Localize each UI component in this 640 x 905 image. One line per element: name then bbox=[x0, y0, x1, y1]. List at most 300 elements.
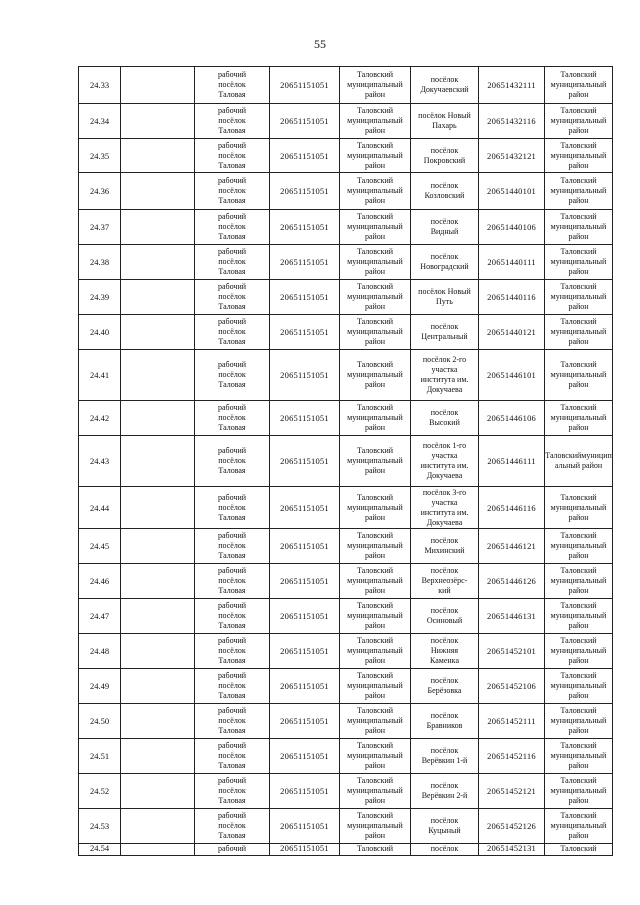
settlement-name-text: рабочий посёлок Таловая bbox=[218, 531, 246, 560]
locality-code-text: 20651432111 bbox=[487, 80, 536, 90]
municipal-district-text: Таловскиймуницип альный район bbox=[545, 451, 612, 470]
district-name-text: Таловский муниципальный район bbox=[347, 566, 403, 595]
settlement-name bbox=[195, 173, 270, 210]
locality-name-text: посёлок 1-го участка института им. Докучаева bbox=[420, 441, 469, 480]
empty-cell bbox=[121, 315, 195, 350]
locality-name bbox=[411, 599, 479, 634]
district-name-text: Таловский муниципальный район bbox=[347, 140, 403, 170]
settlement-name bbox=[195, 564, 270, 599]
locality-name bbox=[411, 564, 479, 599]
row-number-text: 24.45 bbox=[89, 541, 110, 551]
settlement-code bbox=[270, 401, 340, 436]
row-number bbox=[79, 634, 121, 669]
row-number-text: 24.42 bbox=[89, 413, 110, 423]
settlement-code-text: 20651151051 bbox=[280, 80, 329, 90]
row-number-text: 24.51 bbox=[89, 751, 110, 761]
locality-name bbox=[411, 704, 479, 739]
district-name-text: Таловский муниципальный район bbox=[347, 811, 403, 840]
settlement-code bbox=[270, 67, 340, 104]
table-row bbox=[79, 669, 613, 704]
settlement-name bbox=[195, 245, 270, 280]
table-row bbox=[79, 487, 613, 529]
row-number bbox=[79, 280, 121, 315]
district-name-text: Таловский муниципальный район bbox=[347, 403, 403, 432]
municipal-district-text: Таловский муниципальный район bbox=[550, 140, 607, 170]
settlement-name-text: рабочий посёлок Таловая bbox=[218, 741, 246, 770]
settlement-name bbox=[195, 634, 270, 669]
municipal-district bbox=[545, 669, 613, 704]
locality-code-text: 20651440106 bbox=[487, 222, 536, 232]
municipal-district bbox=[545, 173, 613, 210]
settlement-name bbox=[195, 436, 270, 487]
empty-cell bbox=[121, 564, 195, 599]
locality-name bbox=[411, 210, 479, 245]
locality-name-text: посёлок Центральный bbox=[421, 322, 468, 341]
district-name bbox=[340, 704, 411, 739]
settlement-name-text: рабочий посёлок Таловая bbox=[218, 140, 246, 170]
locality-name-text: посёлок Осиновый bbox=[426, 606, 463, 625]
district-name-text: Таловский муниципальный район bbox=[347, 492, 403, 522]
municipal-district-text: Таловский муниципальный район bbox=[550, 70, 607, 99]
settlement-name bbox=[195, 774, 270, 809]
locality-code-text: 20651440121 bbox=[487, 327, 536, 337]
settlement-name bbox=[195, 487, 270, 529]
locality-code bbox=[479, 139, 545, 173]
district-name bbox=[340, 844, 411, 856]
settlement-code bbox=[270, 529, 340, 564]
row-number bbox=[79, 245, 121, 280]
locality-code-text: 20651432121 bbox=[487, 150, 536, 161]
municipal-district bbox=[545, 704, 613, 739]
row-number-text: 24.50 bbox=[89, 716, 110, 726]
municipal-district bbox=[545, 139, 613, 173]
table-row bbox=[79, 350, 613, 401]
locality-name-text: посёлок Верёвкин 2-й bbox=[421, 781, 468, 800]
locality-code bbox=[479, 564, 545, 599]
municipal-district bbox=[545, 315, 613, 350]
locality-name-text: посёлок Верёвкин 1-й bbox=[421, 746, 468, 765]
row-number-text: 24.37 bbox=[89, 222, 110, 232]
district-name bbox=[340, 401, 411, 436]
settlement-code-text: 20651151051 bbox=[280, 821, 329, 831]
row-number bbox=[79, 436, 121, 487]
municipal-district bbox=[545, 564, 613, 599]
municipal-district-text: Таловский муниципальный район bbox=[550, 317, 607, 346]
settlement-code-text: 20651151051 bbox=[280, 370, 329, 380]
settlement-name bbox=[195, 669, 270, 704]
settlement-code-text: 20651151051 bbox=[280, 576, 329, 586]
settlement-code bbox=[270, 280, 340, 315]
locality-code-text: 20651446101 bbox=[487, 370, 536, 380]
district-name-text: Таловский муниципальный район bbox=[347, 706, 403, 735]
locality-name-text: посёлок 2-го участка института им. Докучаева bbox=[420, 355, 469, 394]
settlement-name-text: рабочий посёлок Таловая bbox=[218, 282, 246, 311]
settlement-name bbox=[195, 210, 270, 245]
district-name bbox=[340, 487, 411, 529]
district-name-text: Таловский муниципальный район bbox=[347, 776, 403, 805]
settlement-name-text: рабочий посёлок Таловая bbox=[218, 176, 246, 205]
locality-name-text: посёлок Верхнеозёрс- кий bbox=[421, 566, 468, 595]
locality-code bbox=[479, 809, 545, 844]
settlement-code bbox=[270, 245, 340, 280]
municipal-district bbox=[545, 436, 613, 487]
settlement-code bbox=[270, 634, 340, 669]
municipal-district-text: Таловский муниципальный район bbox=[550, 706, 607, 735]
municipal-district-text: Таловский муниципальный район bbox=[550, 741, 607, 770]
district-name bbox=[340, 564, 411, 599]
table-row bbox=[79, 634, 613, 669]
table-row bbox=[79, 774, 613, 809]
locality-name bbox=[411, 104, 479, 139]
row-number bbox=[79, 564, 121, 599]
empty-cell bbox=[121, 669, 195, 704]
locality-name-text: посёлок Михинский bbox=[424, 536, 465, 555]
district-name-text: Таловский муниципальный район bbox=[347, 212, 403, 241]
locality-name-text: посёлок Новый Путь bbox=[418, 287, 471, 306]
municipal-district bbox=[545, 280, 613, 315]
municipal-district bbox=[545, 487, 613, 529]
settlement-code-text: 20651151051 bbox=[280, 413, 329, 423]
row-number bbox=[79, 173, 121, 210]
district-name-text: Таловский муниципальный район bbox=[347, 282, 403, 311]
district-name bbox=[340, 436, 411, 487]
empty-cell bbox=[121, 210, 195, 245]
locality-code-text: 20651452126 bbox=[487, 821, 536, 831]
settlement-code-text: 20651151051 bbox=[280, 327, 329, 337]
locality-name bbox=[411, 401, 479, 436]
table-row bbox=[79, 210, 613, 245]
empty-cell bbox=[121, 487, 195, 529]
settlement-code-text: 20651151051 bbox=[280, 611, 329, 621]
municipal-district-text: Таловский муниципальный район bbox=[550, 671, 607, 700]
district-name bbox=[340, 739, 411, 774]
table-row bbox=[79, 436, 613, 487]
locality-code bbox=[479, 669, 545, 704]
locality-name-text: посёлок Нижняя Каменка bbox=[430, 636, 459, 665]
locality-name bbox=[411, 634, 479, 669]
locality-name bbox=[411, 280, 479, 315]
municipal-district bbox=[545, 245, 613, 280]
row-number bbox=[79, 774, 121, 809]
locality-name-text: посёлок Козловский bbox=[424, 181, 465, 200]
settlement-code bbox=[270, 315, 340, 350]
empty-cell bbox=[121, 173, 195, 210]
locality-name bbox=[411, 774, 479, 809]
municipal-district-text: Таловский муниципальный район bbox=[550, 360, 607, 389]
settlement-code bbox=[270, 774, 340, 809]
municipal-district-text: Таловский муниципальный район bbox=[550, 811, 607, 840]
district-name-text: Таловский муниципальный район bbox=[347, 317, 403, 346]
empty-cell bbox=[121, 104, 195, 139]
settlement-name-text: рабочий посёлок Таловая bbox=[218, 706, 246, 735]
settlement-code bbox=[270, 210, 340, 245]
locality-name-text: посёлок 3-го участка института им. Докучаева bbox=[420, 487, 469, 527]
district-name-text: Таловский муниципальный район bbox=[347, 636, 403, 665]
district-name bbox=[340, 809, 411, 844]
district-name bbox=[340, 139, 411, 173]
settlement-code-text: 20651151051 bbox=[280, 257, 329, 267]
settlement-name bbox=[195, 844, 270, 856]
settlement-registry-table bbox=[78, 66, 613, 856]
table-row bbox=[79, 139, 613, 173]
district-name bbox=[340, 245, 411, 280]
locality-code-text: 20651452131 bbox=[487, 843, 536, 853]
row-number-text: 24.44 bbox=[89, 502, 110, 513]
settlement-code bbox=[270, 669, 340, 704]
row-number-text: 24.49 bbox=[89, 681, 110, 691]
locality-code-text: 20651446106 bbox=[487, 413, 536, 423]
empty-cell bbox=[121, 704, 195, 739]
settlement-name-text: рабочий посёлок Таловая bbox=[218, 247, 246, 276]
locality-code-text: 20651446121 bbox=[487, 541, 536, 551]
locality-name bbox=[411, 173, 479, 210]
settlement-code bbox=[270, 564, 340, 599]
locality-code-text: 20651452121 bbox=[487, 786, 536, 796]
locality-code bbox=[479, 704, 545, 739]
district-name bbox=[340, 529, 411, 564]
locality-code bbox=[479, 529, 545, 564]
locality-name-text: посёлок Берёзовка bbox=[427, 676, 462, 695]
municipal-district-text: Таловский муниципальный район bbox=[550, 247, 607, 276]
district-name bbox=[340, 104, 411, 139]
settlement-name bbox=[195, 529, 270, 564]
settlement-name bbox=[195, 104, 270, 139]
table-row bbox=[79, 315, 613, 350]
row-number-text: 24.36 bbox=[89, 186, 110, 196]
locality-code bbox=[479, 634, 545, 669]
municipal-district-text: Таловский муниципальный район bbox=[550, 106, 607, 135]
settlement-name-text: рабочий посёлок Таловая bbox=[218, 446, 246, 475]
row-number bbox=[79, 67, 121, 104]
row-number bbox=[79, 529, 121, 564]
empty-cell bbox=[121, 245, 195, 280]
settlement-code-text: 20651151051 bbox=[280, 541, 329, 551]
locality-code-text: 20651440116 bbox=[487, 292, 536, 302]
row-number bbox=[79, 487, 121, 529]
settlement-name bbox=[195, 401, 270, 436]
locality-name bbox=[411, 669, 479, 704]
locality-code bbox=[479, 401, 545, 436]
empty-cell bbox=[121, 634, 195, 669]
settlement-code-text: 20651151051 bbox=[280, 116, 329, 126]
row-number bbox=[79, 739, 121, 774]
locality-code-text: 20651446116 bbox=[487, 502, 536, 513]
row-number bbox=[79, 704, 121, 739]
settlement-code bbox=[270, 844, 340, 856]
municipal-district-text: Таловский муниципальный район bbox=[550, 176, 607, 205]
row-number-text: 24.34 bbox=[89, 116, 110, 126]
district-name bbox=[340, 774, 411, 809]
settlement-name bbox=[195, 139, 270, 173]
table-row bbox=[79, 564, 613, 599]
row-number-text: 24.43 bbox=[89, 456, 110, 466]
settlement-code-text: 20651151051 bbox=[280, 681, 329, 691]
settlement-code bbox=[270, 139, 340, 173]
municipal-district bbox=[545, 844, 613, 856]
locality-code-text: 20651452116 bbox=[487, 751, 536, 761]
row-number-text: 24.40 bbox=[89, 327, 110, 337]
settlement-code bbox=[270, 809, 340, 844]
municipal-district bbox=[545, 529, 613, 564]
settlement-code bbox=[270, 173, 340, 210]
locality-code bbox=[479, 599, 545, 634]
locality-name bbox=[411, 529, 479, 564]
settlement-code-text: 20651151051 bbox=[280, 751, 329, 761]
district-name-text: Таловский bbox=[356, 844, 394, 853]
municipal-district-text: Таловский муниципальный район bbox=[550, 566, 607, 595]
district-name-text: Таловский муниципальный район bbox=[347, 360, 403, 389]
locality-name-text: посёлок Видный bbox=[430, 217, 459, 236]
locality-code-text: 20651452101 bbox=[487, 646, 536, 656]
settlement-code-text: 20651151051 bbox=[280, 150, 329, 161]
settlement-code bbox=[270, 739, 340, 774]
table-row bbox=[79, 245, 613, 280]
table-row bbox=[79, 739, 613, 774]
locality-name bbox=[411, 139, 479, 173]
settlement-name bbox=[195, 704, 270, 739]
settlement-name-text: рабочий посёлок Таловая bbox=[218, 811, 246, 840]
municipal-district-text: Таловский bbox=[560, 844, 597, 853]
settlement-name-text: рабочий посёлок Таловая bbox=[218, 317, 246, 346]
locality-name-text: посёлок Покровский bbox=[423, 145, 466, 165]
settlement-code-text: 20651151051 bbox=[280, 222, 329, 232]
settlement-code bbox=[270, 104, 340, 139]
district-name-text: Таловский муниципальный район bbox=[347, 247, 403, 276]
page-number: 55 bbox=[314, 37, 326, 51]
table-row bbox=[79, 67, 613, 104]
table-row bbox=[79, 401, 613, 436]
locality-name bbox=[411, 315, 479, 350]
empty-cell bbox=[121, 774, 195, 809]
municipal-district-text: Таловский муниципальный район bbox=[550, 212, 607, 241]
settlement-name-text: рабочий посёлок Таловая bbox=[218, 106, 246, 135]
empty-cell bbox=[121, 280, 195, 315]
locality-code-text: 20651446126 bbox=[487, 576, 536, 586]
row-number bbox=[79, 315, 121, 350]
settlement-name-text: рабочий посёлок Таловая bbox=[218, 776, 246, 805]
settlement-code bbox=[270, 599, 340, 634]
district-name bbox=[340, 210, 411, 245]
locality-code bbox=[479, 280, 545, 315]
empty-cell bbox=[121, 350, 195, 401]
district-name bbox=[340, 350, 411, 401]
table-row bbox=[79, 844, 613, 856]
settlement-code-text: 20651151051 bbox=[280, 502, 329, 513]
settlement-code bbox=[270, 350, 340, 401]
table-row bbox=[79, 529, 613, 564]
row-number-text: 24.38 bbox=[89, 257, 110, 267]
locality-name-text: посёлок Бравников bbox=[426, 711, 463, 730]
row-number-text: 24.39 bbox=[89, 292, 110, 302]
empty-cell bbox=[121, 739, 195, 774]
locality-name bbox=[411, 809, 479, 844]
locality-code-text: 20651452111 bbox=[487, 716, 536, 726]
locality-code bbox=[479, 173, 545, 210]
settlement-code-text: 20651151051 bbox=[280, 186, 329, 196]
settlement-name-text: рабочий посёлок Таловая bbox=[218, 360, 246, 389]
row-number bbox=[79, 401, 121, 436]
settlement-name-text: рабочий bbox=[218, 844, 246, 853]
row-number-text: 24.48 bbox=[89, 646, 110, 656]
district-name-text: Таловский муниципальный район bbox=[347, 106, 403, 135]
locality-code bbox=[479, 487, 545, 529]
table-row bbox=[79, 173, 613, 210]
locality-code bbox=[479, 436, 545, 487]
settlement-name-text: рабочий посёлок Таловая bbox=[218, 492, 246, 522]
row-number-text: 24.33 bbox=[89, 80, 110, 90]
empty-cell bbox=[121, 599, 195, 634]
locality-code bbox=[479, 739, 545, 774]
locality-code bbox=[479, 774, 545, 809]
row-number-text: 24.54 bbox=[89, 843, 110, 853]
locality-code bbox=[479, 245, 545, 280]
table-row bbox=[79, 809, 613, 844]
empty-cell bbox=[121, 809, 195, 844]
settlement-code bbox=[270, 487, 340, 529]
locality-name bbox=[411, 436, 479, 487]
empty-cell bbox=[121, 529, 195, 564]
row-number-text: 24.35 bbox=[89, 150, 110, 161]
locality-name bbox=[411, 487, 479, 529]
empty-cell bbox=[121, 139, 195, 173]
municipal-district bbox=[545, 67, 613, 104]
locality-code bbox=[479, 67, 545, 104]
district-name-text: Таловский муниципальный район bbox=[347, 176, 403, 205]
locality-code bbox=[479, 844, 545, 856]
locality-code-text: 20651446111 bbox=[487, 456, 536, 466]
district-name bbox=[340, 599, 411, 634]
municipal-district bbox=[545, 350, 613, 401]
locality-code-text: 20651432116 bbox=[487, 116, 536, 126]
municipal-district-text: Таловский муниципальный район bbox=[550, 492, 607, 522]
district-name bbox=[340, 669, 411, 704]
settlement-code-text: 20651151051 bbox=[280, 292, 329, 302]
settlement-name bbox=[195, 809, 270, 844]
locality-name bbox=[411, 350, 479, 401]
row-number-text: 24.47 bbox=[89, 611, 110, 621]
municipal-district bbox=[545, 809, 613, 844]
locality-name-text: посёлок Высокий bbox=[429, 408, 460, 427]
locality-code bbox=[479, 350, 545, 401]
row-number bbox=[79, 669, 121, 704]
row-number bbox=[79, 104, 121, 139]
municipal-district bbox=[545, 739, 613, 774]
district-name bbox=[340, 634, 411, 669]
locality-name bbox=[411, 739, 479, 774]
district-name-text: Таловский муниципальный район bbox=[347, 531, 403, 560]
empty-cell bbox=[121, 436, 195, 487]
settlement-name-text: рабочий посёлок Таловая bbox=[218, 601, 246, 630]
district-name-text: Таловский муниципальный район bbox=[347, 741, 403, 770]
settlement-code-text: 20651151051 bbox=[280, 646, 329, 656]
empty-cell bbox=[121, 844, 195, 856]
table-row bbox=[79, 104, 613, 139]
settlement-code bbox=[270, 436, 340, 487]
row-number bbox=[79, 599, 121, 634]
row-number bbox=[79, 350, 121, 401]
district-name-text: Таловский муниципальный район bbox=[347, 70, 403, 99]
municipal-district bbox=[545, 634, 613, 669]
district-name bbox=[340, 280, 411, 315]
municipal-district bbox=[545, 599, 613, 634]
row-number bbox=[79, 844, 121, 856]
locality-code-text: 20651440111 bbox=[487, 257, 536, 267]
settlement-name bbox=[195, 350, 270, 401]
locality-code bbox=[479, 210, 545, 245]
row-number-text: 24.53 bbox=[89, 821, 110, 831]
empty-cell bbox=[121, 67, 195, 104]
municipal-district bbox=[545, 774, 613, 809]
